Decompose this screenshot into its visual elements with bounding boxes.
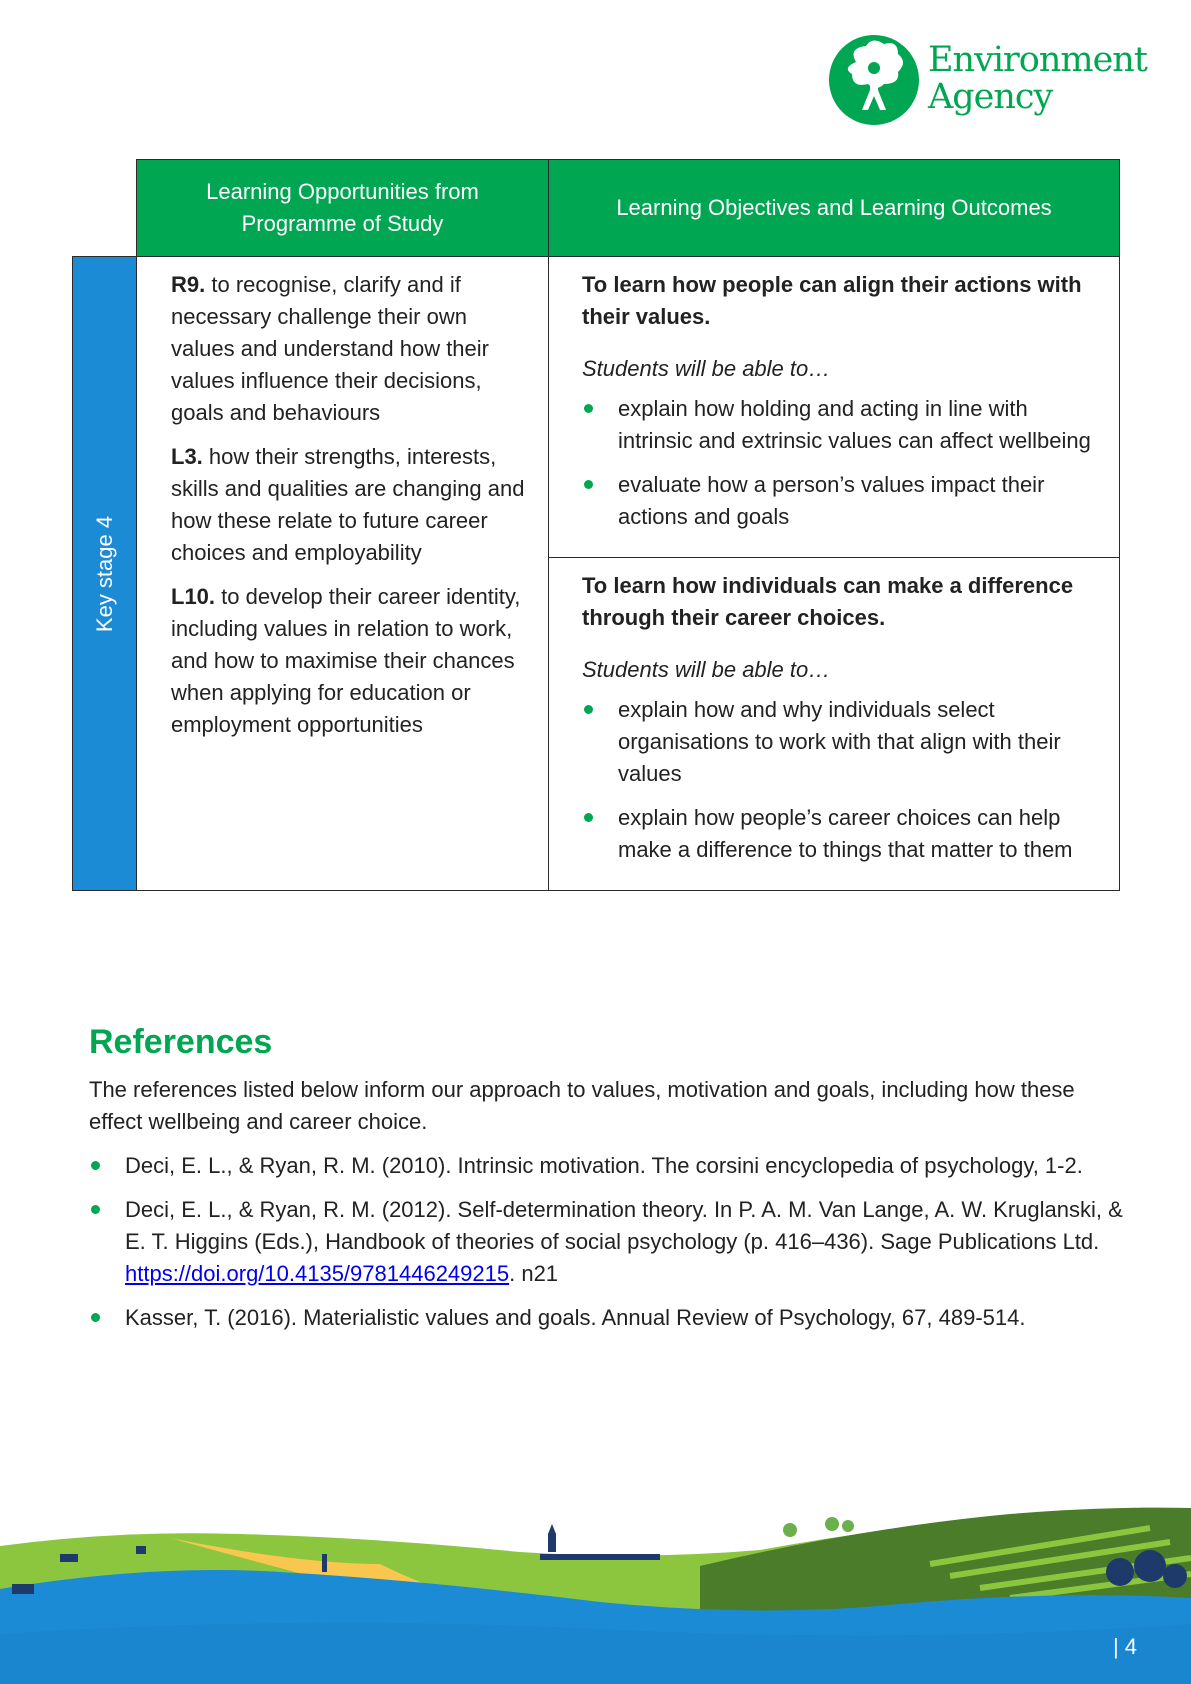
list-item: explain how people’s career choices can help make a difference to things that matter to them <box>582 802 1099 866</box>
objective-outcomes <box>582 694 1099 866</box>
tree-person-icon <box>826 32 922 128</box>
objective-outcomes <box>582 393 1099 533</box>
objective-subtitle: Students will be able to… <box>582 657 831 682</box>
opportunity-code: L10. <box>171 584 216 609</box>
list-item: evaluate how a person’s values impact their actions and goals <box>582 469 1099 533</box>
opportunity-item: R9. to recognise, clarify and if necessary challenge their own values and understand how their values influence their decisions, goals and behaviours <box>171 272 489 425</box>
learning-opportunities-cell <box>137 257 549 891</box>
key-stage-label: Key stage 4 <box>91 515 117 632</box>
reference-item: Deci, E. L., & Ryan, R. M. (2012). Self-determination theory. In P. A. M. Van Lange, A. W. Kruglanski, & E. T. Higgins (Eds.), Handbook of theories of social psychology (p. 416–436). Sage Publications Ltd. https://doi.org/10.4135/9781446249215. n21 <box>89 1194 1129 1290</box>
objective-title: To learn how people can align their actions with their values. <box>582 272 1082 329</box>
header-learning-objectives: Learning Objectives and Learning Outcomes <box>549 160 1120 257</box>
opportunity-item: L3. how their strengths, interests, skills and qualities are changing and how these relate to future career choices and employability <box>171 444 525 565</box>
references-section <box>89 1020 1129 1346</box>
reference-item: Deci, E. L., & Ryan, R. M. (2010). Intrinsic motivation. The corsini encyclopedia of psychology, 1-2. <box>89 1150 1129 1182</box>
logo-wordmark <box>928 42 1147 116</box>
landscape-illustration <box>0 1494 1191 1684</box>
curriculum-table <box>72 159 1120 891</box>
objective-subtitle: Students will be able to… <box>582 356 831 381</box>
key-stage-label-cell <box>73 257 137 891</box>
doi-link[interactable]: https://doi.org/10.4135/9781446249215 <box>125 1261 510 1286</box>
list-item: explain how holding and acting in line with intrinsic and extrinsic values can affect wellbeing <box>582 393 1099 457</box>
opportunity-code: L3. <box>171 444 203 469</box>
references-list <box>89 1150 1129 1334</box>
references-intro: The references listed below inform our approach to values, motivation and goals, including how these effect wellbeing and career choice. <box>89 1077 1075 1134</box>
opportunity-code: R9. <box>171 272 206 297</box>
page-number: | 4 <box>1112 1634 1137 1659</box>
objective-cell-values <box>549 257 1120 558</box>
environment-agency-logo <box>826 32 1166 128</box>
opportunity-item: L10. to develop their career identity, including values in relation to work, and how to maximise their chances when applying for education or employment opportunities <box>171 584 521 737</box>
objective-title: To learn how individuals can make a difference through their career choices. <box>582 573 1074 630</box>
header-learning-opportunities: Learning Opportunities from Programme of Study <box>137 160 549 257</box>
list-item: explain how and why individuals select organisations to work with that align with their values <box>582 694 1099 790</box>
objective-cell-careers <box>549 558 1120 891</box>
references-heading: References <box>89 1023 273 1061</box>
reference-item: Kasser, T. (2016). Materialistic values and goals. Annual Review of Psychology, 67, 489-514. <box>89 1302 1129 1334</box>
logo-line-2: Agency <box>928 77 1053 117</box>
logo-line-1: Environment <box>928 40 1147 80</box>
table-corner <box>73 160 137 257</box>
